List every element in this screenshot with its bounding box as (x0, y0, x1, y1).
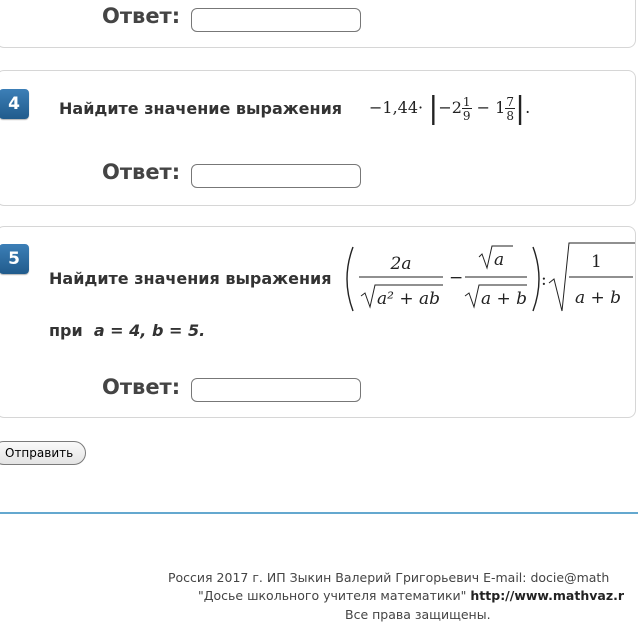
footer-site-title: "Досье школьного учителя математики" (198, 588, 471, 603)
condition-prefix: при (49, 321, 83, 340)
question-number-badge: 5 (0, 244, 29, 274)
fraction-2: $\frac{7}{8}$ (506, 94, 514, 123)
question-card-5 (0, 226, 636, 418)
abs-close: | (514, 91, 526, 126)
frac1-num: 2a (390, 254, 412, 274)
answer-label: Ответ: (102, 160, 181, 184)
answer-label: Ответ: (102, 375, 181, 399)
dot: · (418, 98, 424, 117)
answer-input-5[interactable] (191, 378, 361, 402)
answer-input-4[interactable] (191, 164, 361, 188)
minus-2: − (476, 98, 491, 117)
footer-site-link[interactable]: http://www.mathvaz.r (470, 588, 625, 603)
footer-copyright: Россия 2017 г. ИП Зыкин Валерий Григорьевич E-mail: docie@math (168, 570, 610, 585)
answer-label: Ответ: (102, 4, 181, 28)
frac3-den: a + b (575, 288, 622, 308)
answer-input-3[interactable] (191, 8, 361, 32)
expression-4 (369, 91, 530, 126)
whole-2: 1 (495, 98, 506, 117)
question-number-badge: 4 (0, 89, 29, 119)
left-paren (347, 247, 353, 311)
end-dot: . (525, 98, 531, 117)
frac2-den: a + b (481, 289, 528, 309)
minus: − (449, 268, 464, 288)
frac2-num: a (494, 250, 505, 270)
colon: : (541, 270, 547, 290)
question-condition (49, 321, 205, 340)
fraction-1: $\frac{1}{9}$ (462, 94, 471, 123)
question-card-4 (0, 70, 636, 206)
right-paren (533, 247, 539, 311)
expression-5 (343, 241, 635, 317)
condition-values: a = 4, b = 5. (93, 321, 206, 340)
question-text: Найдите значение выражения (59, 99, 343, 118)
frac3-num: 1 (591, 252, 602, 272)
coef: −1,44 (369, 98, 419, 117)
footer-site (198, 588, 624, 603)
footer-divider (0, 512, 638, 514)
abs-open: | (428, 91, 439, 126)
frac1-den: a² + ab (377, 289, 441, 309)
submit-button[interactable]: Отправить (0, 441, 86, 465)
minus: − (438, 98, 452, 117)
question-card-3 (0, 0, 636, 48)
whole-1: 2 (451, 98, 462, 117)
question-text: Найдите значения выражения (49, 269, 332, 288)
footer-rights: Все права защищены. (345, 607, 491, 622)
